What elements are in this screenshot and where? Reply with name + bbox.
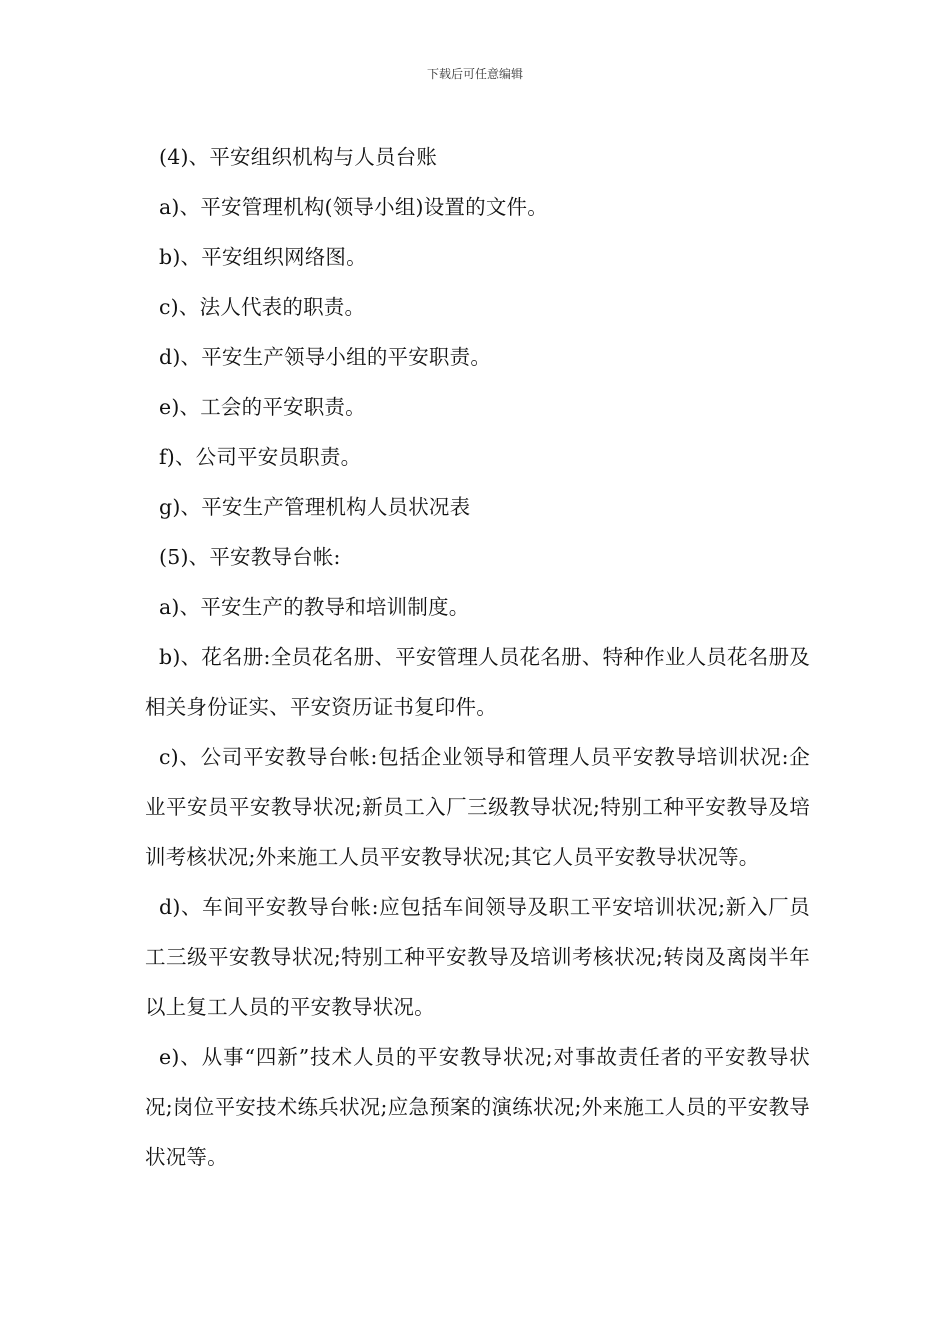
paragraph-edu-item-e: e)、从事“四新”技术人员的平安教导状况;对事故责任者的平安教导状况;岗位平安技术练兵状况;应急预案的演练状况;外来施工人员的平安教导状况等。: [145, 1045, 810, 1169]
paragraph-section-5-title: (5)、平安教导台帐:: [159, 545, 341, 569]
paragraph-item-d: d)、平安生产领导小组的平安职责。: [159, 345, 492, 369]
paragraph-item-a: a)、平安管理机构(领导小组)设置的文件。: [159, 195, 548, 219]
page-header: 下载后可任意编辑: [426, 67, 523, 81]
paragraph-item-f: f)、公司平安员职责。: [159, 445, 362, 469]
paragraph-edu-item-c: c)、公司平安教导台帐:包括企业领导和管理人员平安教导培训状况:企业平安员平安教导状况;新员工入厂三级教导状况;特别工种平安教导及培训考核状况;外来施工人员平安教导状况;其它人员平安教导状况等。: [145, 745, 810, 869]
paragraph-item-b: b)、平安组织网络图。: [159, 245, 367, 269]
paragraph-item-e: e)、工会的平安职责。: [159, 395, 366, 419]
paragraph-item-g: g)、平安生产管理机构人员状况表: [159, 495, 471, 519]
paragraph-edu-item-d: d)、车间平安教导台帐:应包括车间领导及职工平安培训状况;新入厂员工三级平安教导状况;特别工种平安教导及培训考核状况;转岗及离岗半年以上复工人员的平安教导状况。: [145, 895, 810, 1019]
paragraph-edu-item-b: b)、花名册:全员花名册、平安管理人员花名册、特种作业人员花名册及相关身份证实、平安资历证书复印件。: [145, 645, 810, 719]
paragraph-item-c: c)、法人代表的职责。: [159, 295, 366, 319]
paragraph-section-4-title: (4)、平安组织机构与人员台账: [159, 145, 438, 169]
paragraph-edu-item-a: a)、平安生产的教导和培训制度。: [159, 595, 470, 619]
document-body: [145, 132, 810, 1182]
